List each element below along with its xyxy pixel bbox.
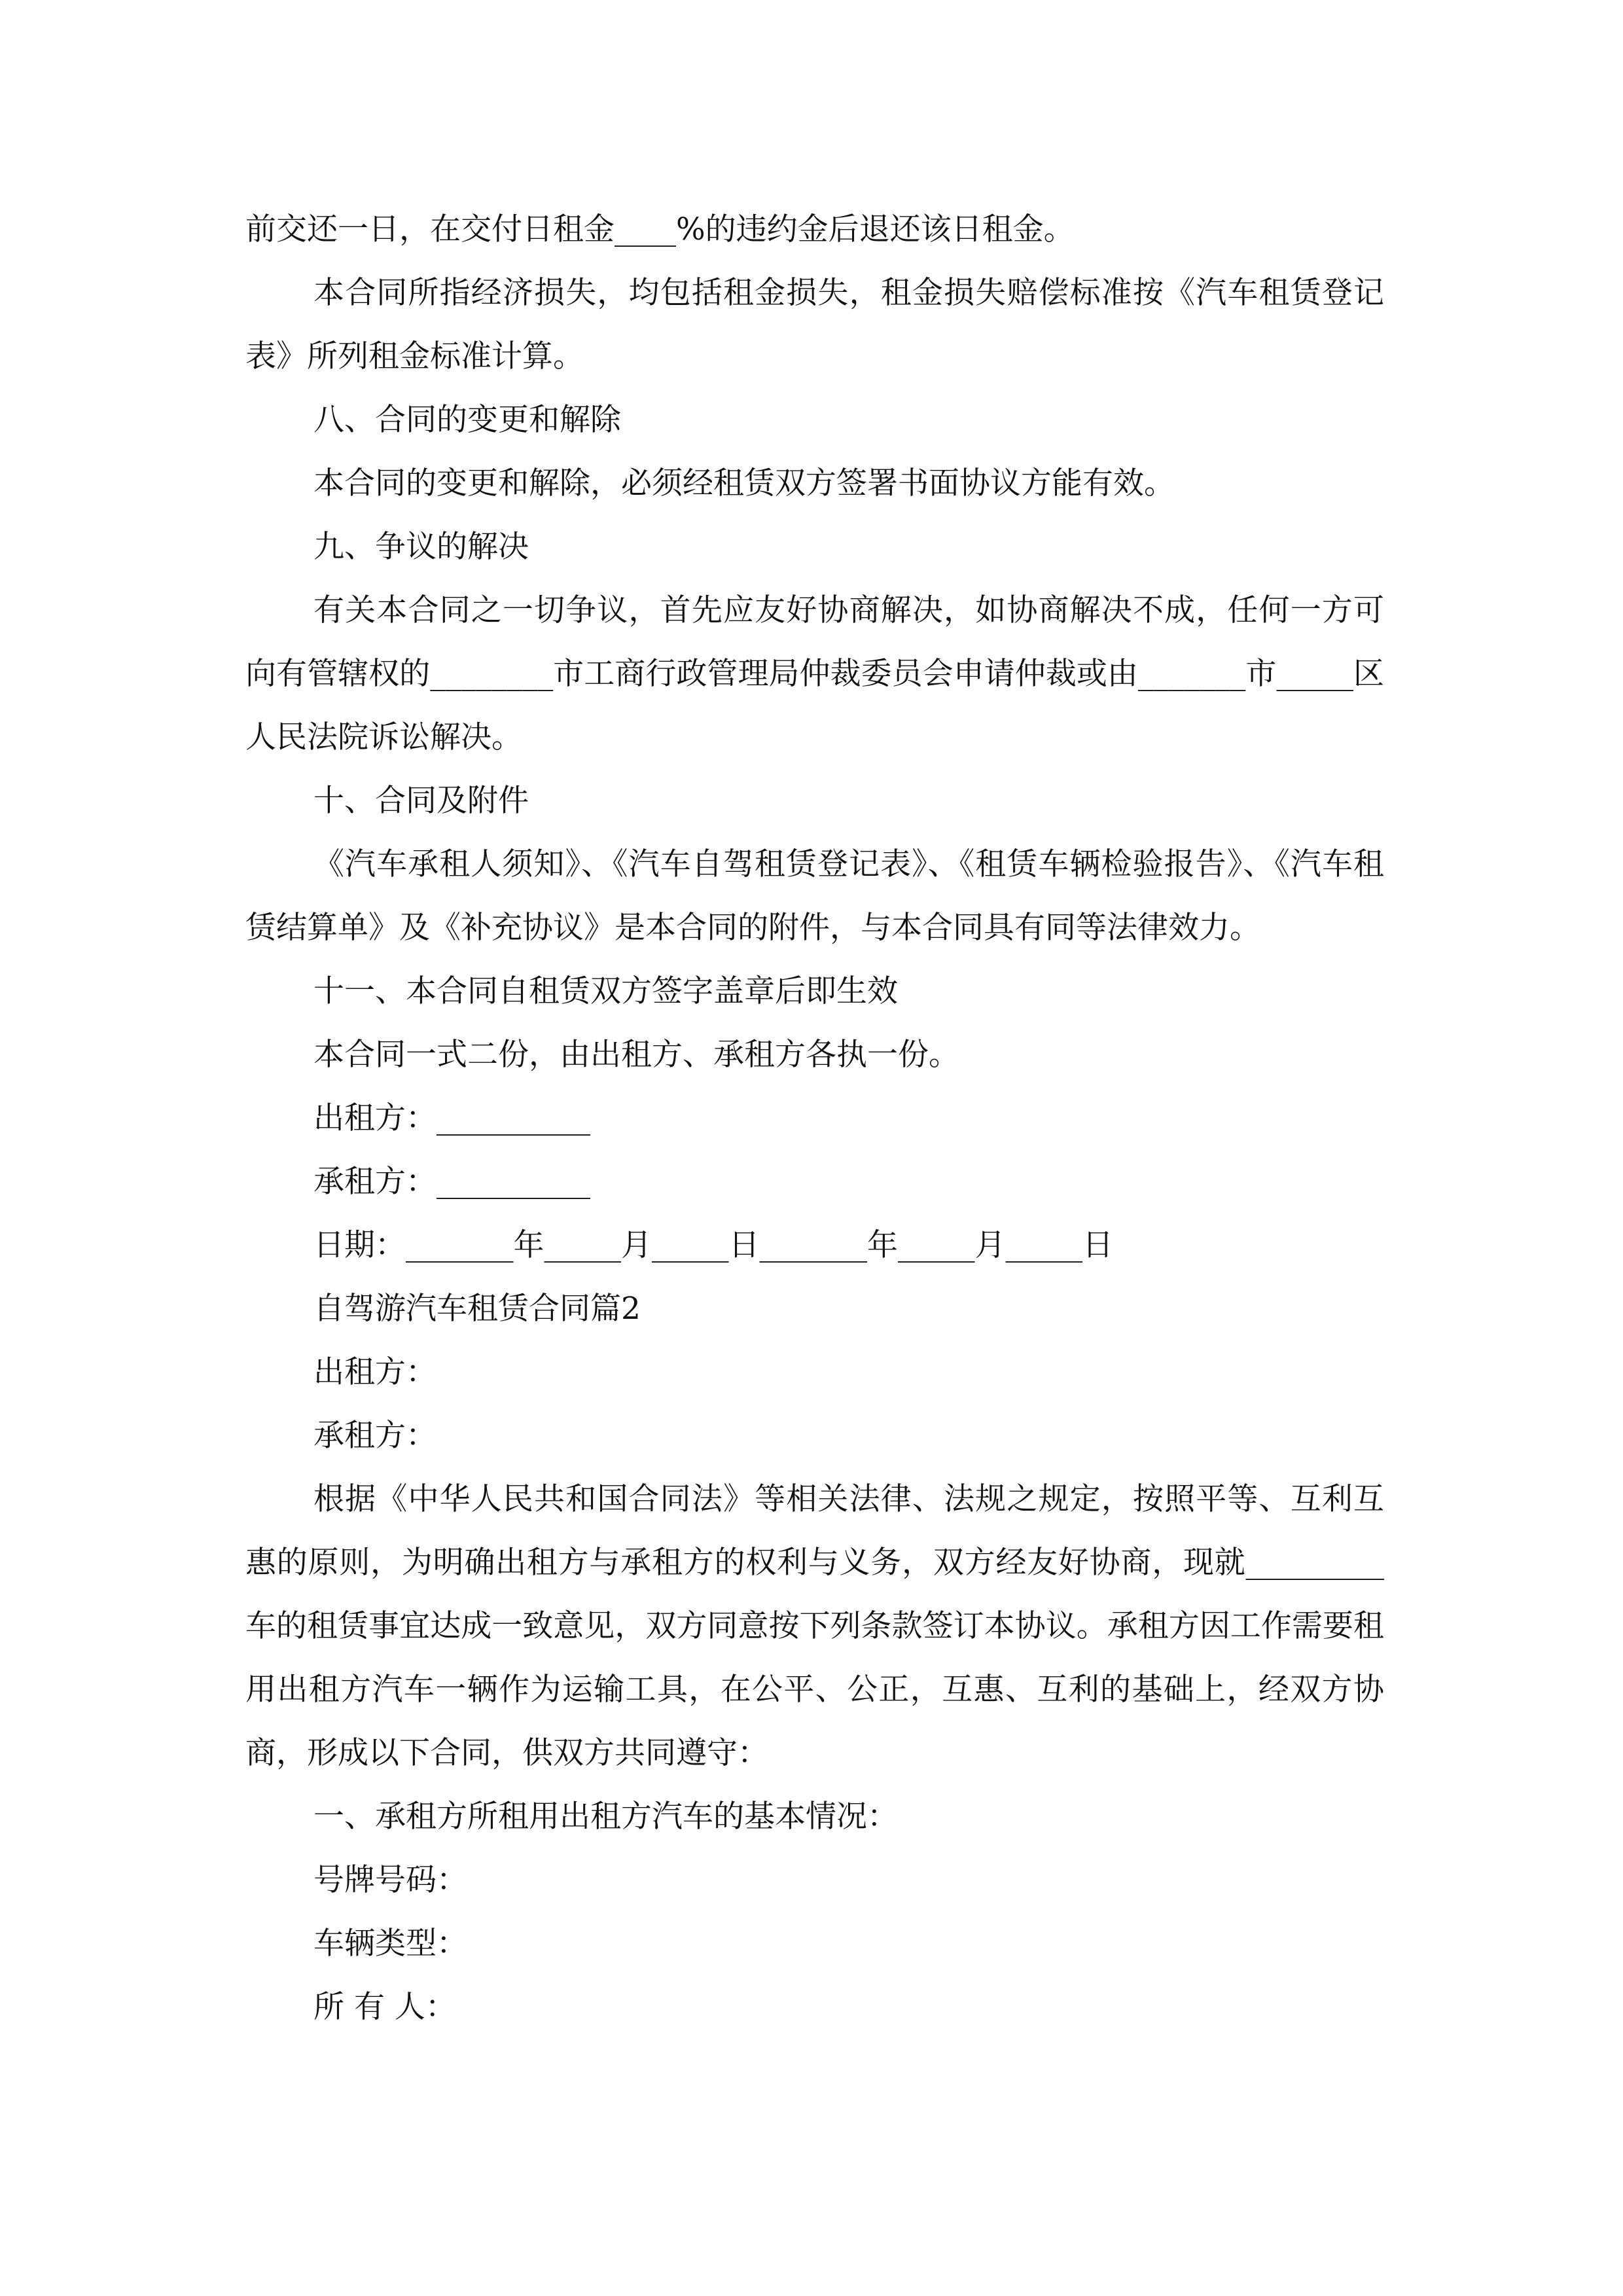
heading-section-11: 十一、本合同自租赁双方签字盖章后即生效 [313,973,898,1009]
signature-date: 日期：_______年_____月_____日_______年_____月_____日 [313,1227,1113,1263]
contract-title-part-2: 自驾游汽车租赁合同篇2 [313,1291,641,1327]
paragraph-contract-change: 本合同的变更和解除，必须经租赁双方签署书面协议方能有效。 [313,465,1175,501]
signature-lessor: 出租方：__________ [313,1100,590,1136]
heading-section-9: 九、争议的解决 [313,529,529,565]
document-body [245,198,1384,2039]
paragraph-dispute-resolution: 有关本合同之一切争议，首先应友好协商解决，如协商解决不成，任何一方可向有管辖权的________市工商行政管理局仲裁委员会申请仲裁或由_______市_____区人民法院诉讼解决。 [245,592,1384,755]
field-vehicle-type: 车辆类型： [313,1926,467,1962]
field-plate-number: 号牌号码： [313,1862,467,1898]
heading-section-10: 十、合同及附件 [313,783,529,819]
paragraph-attachments: 《汽车承租人须知》、《汽车自驾租赁登记表》、《租赁车辆检验报告》、《汽车租赁结算单》及《补充协议》是本合同的附件，与本合同具有同等法律效力。 [245,846,1384,946]
paragraph-copies: 本合同一式二份，由出租方、承租方各执一份。 [313,1037,959,1073]
paragraph-penalty-clause-end: 前交还一日，在交付日租金____%的违约金后退还该日租金。 [245,211,1075,247]
paragraph-economic-loss: 本合同所指经济损失，均包括租金损失，租金损失赔偿标准按《汽车租赁登记表》所列租金标准计算。 [245,275,1384,374]
heading-vehicle-info: 一、承租方所租用出租方汽车的基本情况： [313,1799,898,1835]
party-lessor-label: 出租方： [313,1354,437,1390]
signature-lessee: 承租方：__________ [313,1164,590,1200]
paragraph-preamble: 根据《中华人民共和国合同法》等相关法律、法规之规定，按照平等、互利互惠的原则，为明确出租方与承租方的权利与义务，双方经友好协商，现就_________车的租赁事宜达成一致意见，双方同意按下列条款签订本协议。承租方因工作需要租用出租方汽车一辆作为运输工具，在公平、公正，互惠、互利的基础上，经双方协商，形成以下合同，供双方共同遵守： [245,1481,1384,1771]
party-lessee-label: 承租方： [313,1418,437,1454]
field-owner: 所 有 人： [313,1989,456,2025]
heading-section-8: 八、合同的变更和解除 [313,402,621,438]
